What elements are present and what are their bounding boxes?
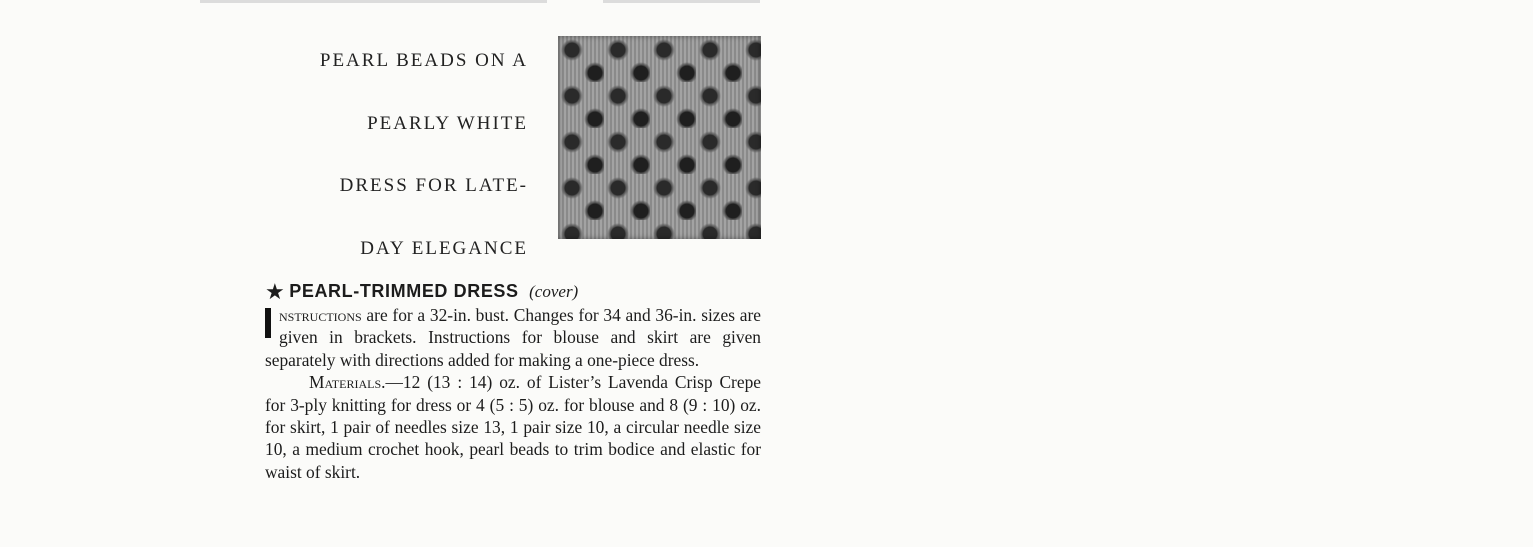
instructions-text: are for a 32-in. bust. Changes for 34 and 36-in. sizes are given in brackets. Instructions for blouse and skirt are given separately with directions added for making a one-piece dress. bbox=[265, 305, 761, 370]
pattern-note: (cover) bbox=[529, 282, 579, 301]
pattern-body bbox=[265, 304, 761, 483]
instructions-lead: nstructions bbox=[279, 305, 362, 325]
caption-line: PEARL BEADS ON A bbox=[319, 50, 528, 71]
pattern-heading bbox=[265, 279, 578, 305]
materials-paragraph bbox=[265, 371, 761, 483]
caption-line: DRESS FOR LATE- bbox=[339, 175, 528, 196]
materials-lead: Materials. bbox=[309, 372, 386, 393]
instructions-paragraph bbox=[265, 304, 761, 371]
pattern-title: PEARL-TRIMMED DRESS bbox=[289, 281, 519, 301]
top-rule bbox=[200, 0, 760, 3]
materials-text: —12 (13 : 14) oz. of Lister’s Lavenda Crisp Crepe for 3-ply knitting for dress or 4 (5 : 5) oz. for blouse and 8 (9 : 10) oz. for skirt, 1 pair of needles size 13, 1 pair size 10, a circular needle size 10, a medium crochet hook, pearl beads to trim bodice and elastic for waist of skirt. bbox=[265, 372, 761, 482]
knit-swatch-photo bbox=[558, 36, 761, 239]
caption-line: PEARLY WHITE bbox=[367, 112, 528, 134]
photo-caption bbox=[320, 30, 528, 280]
dropcap-i bbox=[265, 308, 271, 338]
caption-line: DAY ELEGANCE bbox=[360, 237, 528, 259]
star-icon: ★ bbox=[265, 279, 285, 304]
